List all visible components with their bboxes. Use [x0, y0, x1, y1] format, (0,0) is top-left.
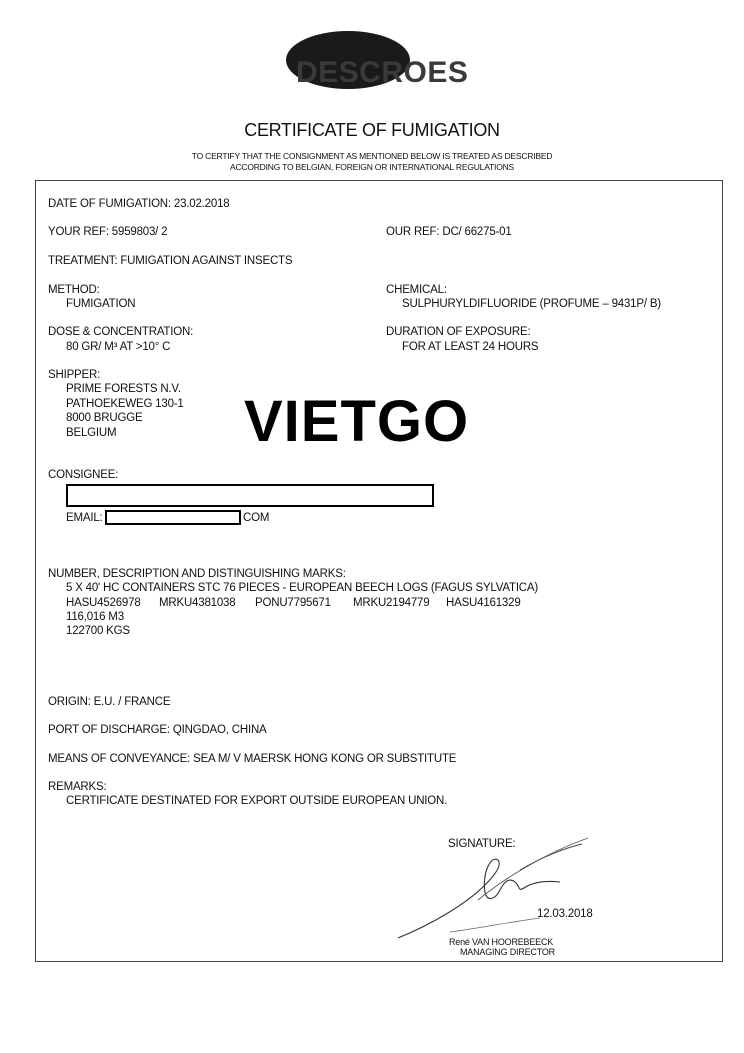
- means-of-conveyance: MEANS OF CONVEYANCE: SEA M/ V MAERSK HONG KONG OR SUBSTITUTE: [48, 753, 457, 765]
- logo-text: DESCROES: [296, 56, 468, 89]
- remarks-label: REMARKS:: [48, 781, 107, 793]
- shipper-line: PATHOEKEWEG 130-1: [66, 398, 184, 410]
- your-ref: YOUR REF: 5959803/ 2: [48, 226, 168, 238]
- weight: 122700 KGS: [66, 625, 130, 637]
- subtitle-line-2: ACCORDING TO BELGIAN, FOREIGN OR INTERNATIONAL REGULATIONS: [229, 162, 515, 172]
- origin: ORIGIN: E.U. / FRANCE: [48, 696, 171, 708]
- remarks-value: CERTIFICATE DESTINATED FOR EXPORT OUTSIDE EUROPEAN UNION.: [66, 795, 448, 807]
- container-number: MRKU2194779: [353, 597, 430, 609]
- port-of-discharge: PORT OF DISCHARGE: QINGDAO, CHINA: [48, 724, 267, 736]
- container-number: HASU4161329: [446, 597, 521, 609]
- container-number: MRKU4381038: [159, 597, 236, 609]
- dose-label: DOSE & CONCENTRATION:: [48, 326, 194, 338]
- shipper-line: PRIME FORESTS N.V.: [66, 383, 181, 395]
- shipper-line: BELGIUM: [66, 427, 117, 439]
- volume: 116,016 M3: [66, 611, 124, 623]
- marks-description: 5 X 40' HC CONTAINERS STC 76 PIECES - EUROPEAN BEECH LOGS (FAGUS SYLVATICA): [66, 582, 539, 594]
- method-value: FUMIGATION: [66, 298, 136, 310]
- handwritten-signature: [390, 830, 590, 950]
- signer-title: MANAGING DIRECTOR: [460, 947, 555, 957]
- container-number: PONU7795671: [255, 597, 331, 609]
- container-number: HASU4526978: [66, 597, 141, 609]
- our-ref: OUR REF: DC/ 66275-01: [386, 226, 512, 238]
- method-label: METHOD:: [48, 284, 100, 296]
- email-label: EMAIL:: [66, 512, 103, 524]
- duration-value: FOR AT LEAST 24 HOURS: [402, 341, 539, 353]
- signature-date: 12.03.2018: [537, 908, 593, 920]
- date-of-fumigation: DATE OF FUMIGATION: 23.02.2018: [48, 198, 230, 210]
- duration-label: DURATION OF EXPOSURE:: [386, 326, 531, 338]
- redacted-email-box: [105, 510, 241, 525]
- redacted-consignee-box: [66, 484, 434, 507]
- email-suffix: COM: [243, 512, 270, 524]
- signature-label: SIGNATURE:: [448, 838, 516, 850]
- shipper-label: SHIPPER:: [48, 369, 101, 381]
- shipper-line: 8000 BRUGGE: [66, 412, 143, 424]
- document-title: CERTIFICATE OF FUMIGATION: [244, 120, 500, 140]
- chemical-value: SULPHURYLDIFLUORIDE (PROFUME – 9431P/ B): [402, 298, 661, 310]
- marks-label: NUMBER, DESCRIPTION AND DISTINGUISHING MARKS:: [48, 568, 346, 580]
- signer-name: René VAN HOOREBEECK: [449, 937, 554, 947]
- vietgo-watermark: VIETGO: [244, 389, 470, 454]
- treatment: TREATMENT: FUMIGATION AGAINST INSECTS: [48, 255, 293, 267]
- dose-value: 80 GR/ M³ AT >10° C: [66, 341, 171, 353]
- consignee-label: CONSIGNEE:: [48, 469, 119, 481]
- subtitle-line-1: TO CERTIFY THAT THE CONSIGNMENT AS MENTIONED BELOW IS TREATED AS DESCRIBED: [191, 151, 553, 161]
- chemical-label: CHEMICAL:: [386, 284, 447, 296]
- company-logo: [278, 28, 468, 102]
